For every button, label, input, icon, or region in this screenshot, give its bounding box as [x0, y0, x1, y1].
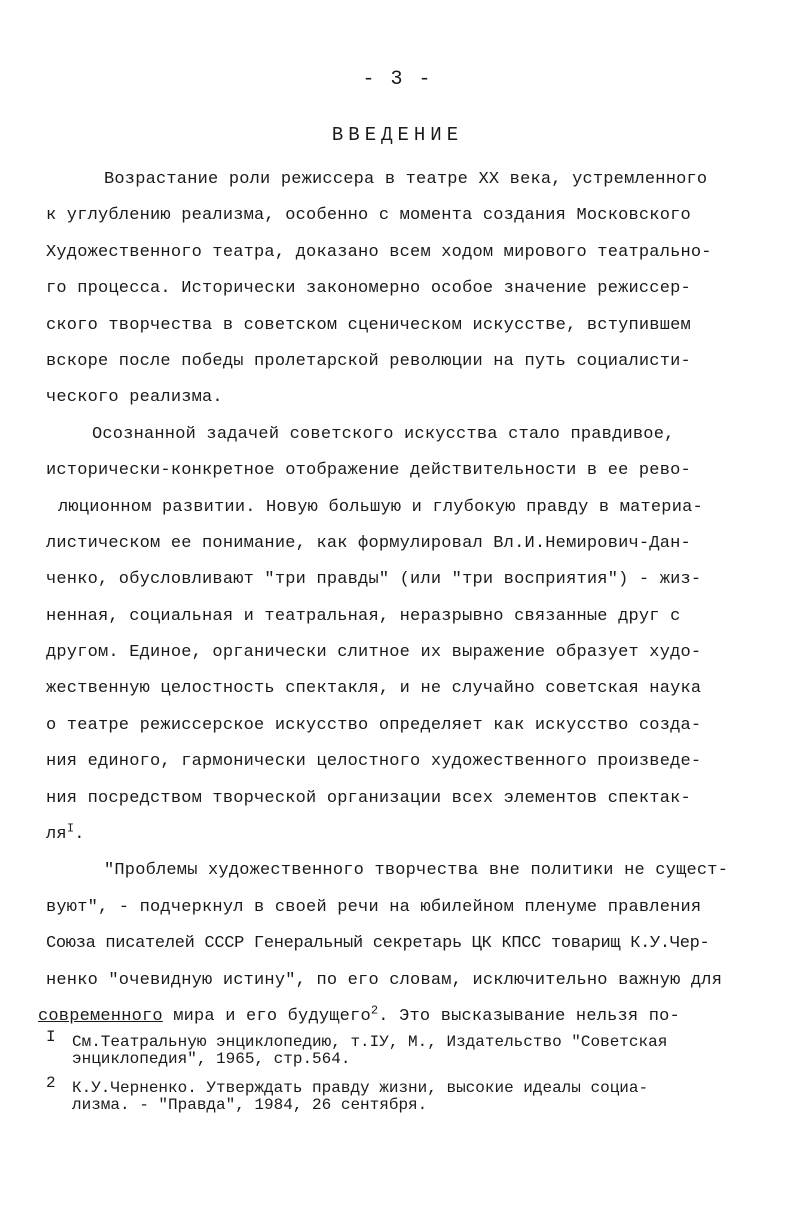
paragraph-line — [38, 999, 766, 1035]
paragraph-line: жественную целостность спектакля, и не случайно советская наука — [46, 679, 702, 699]
paragraph-line: Осознанной задачей советского искусства стало правдивое, — [92, 424, 675, 444]
paragraph-fragment: ля — [46, 825, 67, 845]
paragraph-line: Возрастание роли режиссера в театре XX века, устремленного — [104, 170, 708, 189]
paragraph-line: "Проблемы художественного творчества вне политики не сущест- — [104, 861, 729, 881]
paragraph-line: люционном развитии. Новую большую и глубокую правду в материа- — [58, 497, 703, 517]
paragraph-line: ченко, обусловливают "три правды" (или "три восприятия") - жиз- — [46, 570, 702, 590]
footnote-line: К.У.Черненко. Утверждать правду жизни, высокие идеалы социа- — [72, 1079, 649, 1097]
footnote-mark: I — [46, 1028, 56, 1046]
paragraph-line: ского творчества в советском сценическом искусстве, вступившем — [46, 315, 691, 335]
paragraph-line: вуют", - подчеркнул в своей речи на юбилейном пленуме правления — [46, 897, 702, 917]
page-title: ВВЕДЕНИЕ — [331, 124, 464, 146]
paragraph-fragment: . Это высказывание нельзя по- — [378, 1006, 680, 1026]
footnote-line: лизма. - "Правда", 1984, 26 сентября. — [72, 1096, 428, 1114]
paragraph-line: исторически-конкретное отображение действительности в ее рево- — [46, 461, 691, 481]
paragraph-line: Художественного театра, доказано всем ходом мирового театрально- — [46, 242, 712, 262]
paragraph-fragment: мира и его будущего — [162, 1006, 371, 1026]
paragraph-line: ненная, социальная и театральная, неразрывно связанные друг с — [46, 606, 681, 626]
underlined-word: современного — [38, 1006, 163, 1026]
paragraph-line: листическом ее понимание, как формулировал Вл.И.Немирович-Дан- — [46, 533, 691, 553]
paragraph-line: ненко "очевидную истину", по его словам, исключительно важную для — [46, 970, 723, 990]
paragraph-line: к углублению реализма, особенно с момента создания Московского — [46, 206, 691, 226]
footnote — [40, 1074, 770, 1114]
paragraph-line: ческого реализма. — [46, 388, 223, 408]
page-number: - 3 - — [362, 68, 433, 91]
paragraph-line: другом. Единое, органически слитное их выражение образует худо- — [46, 643, 702, 663]
paragraph-line — [46, 817, 766, 853]
footnote-reference: 2 — [370, 1003, 379, 1018]
footnote-reference: I — [66, 821, 75, 836]
paragraph-line: о театре режиссерское искусство определяет как искусство созда- — [46, 715, 702, 735]
paragraph-line: ния единого, гармонически целостного художественного произведе- — [46, 752, 702, 772]
paragraph-line: Союза писателей СССР Генеральный секретарь ЦК КПСС товарищ К.У.Чер- — [46, 934, 710, 954]
footnote-line: См.Театральную энциклопедию, т.IУ, М., Издательство "Советская — [72, 1033, 668, 1051]
paragraph-fragment: . — [74, 825, 85, 845]
paragraph-line: го процесса. Исторически закономерно особое значение режиссер- — [46, 279, 691, 299]
body-text — [38, 162, 766, 1035]
footnotes — [40, 1028, 770, 1126]
paragraph-line: вскоре после победы пролетарской революции на путь социалисти- — [46, 351, 691, 371]
paragraph-line: ния посредством творческой организации всех элементов спектак- — [46, 788, 691, 808]
footnote-line: энциклопедия", 1965, стр.564. — [72, 1050, 351, 1068]
footnote — [40, 1028, 770, 1068]
footnote-mark: 2 — [46, 1074, 56, 1092]
